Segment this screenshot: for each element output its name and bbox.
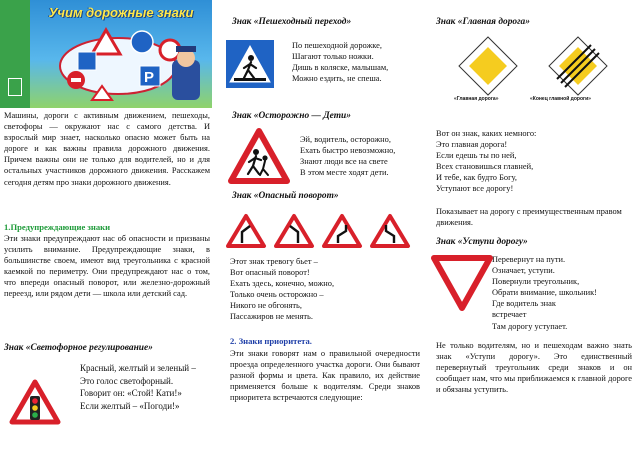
- end-main-road-sign-icon: [548, 36, 608, 96]
- dangerous-turn-title: Знак «Опасный поворот»: [232, 191, 339, 201]
- warning-paragraph: Эти знаки предупреждают нас об опасности и призваны усилить внимание. Предупреждающие знаки, в большинстве своем, имеют вид треугольника с красной каемкой по периметру. Они предупреждают нас о том, что впереди опасный поворот, или железно-дорожный переезд, или рядом дети — школа или детский сад.: [4, 234, 210, 299]
- svg-text:P: P: [144, 69, 155, 86]
- banner-image: [30, 0, 212, 108]
- crosswalk-poem: По пешеходной дорожке, Шагают только ножки. Дишь в коляске, малышам, Можно ездить, не спеша.: [292, 41, 389, 84]
- priority-paragraph: Эти знаки говорят нам о правильной очередности проезда определенного участка дороги. Они бывают разной формы и цвета. Как правило, их действие применяется больше к водителям. Среди знаков приоритета встречаются следующие:: [230, 349, 420, 403]
- dangerous-turn-poem: Этот знак тревогу бьет – Вот опасный поворот! Ехать здесь, конечно, можно, Только очень осторожно – Никого не обгонять, Пассажиров не менять.: [230, 257, 335, 322]
- traffic-light-title: Знак «Светофорное регулирование»: [4, 343, 153, 353]
- pedestrian-crossing-sign-icon: [224, 38, 276, 90]
- main-road-caption: «Главная дорога»: [454, 96, 499, 102]
- main-road-title: Знак «Главная дорога»: [436, 17, 530, 27]
- traffic-light-poem: Красный, желтый и зеленый – Это голос светофорный. Говорит он: «Стой! Кати!» Если желтый – «Погоди!»: [80, 363, 196, 411]
- column-right: [432, 0, 634, 453]
- turn-right-sign-icon: [228, 216, 264, 246]
- main-road-sign-icon: [458, 36, 518, 96]
- give-way-title: Знак «Уступи дорогу»: [436, 237, 528, 247]
- children-title: Знак «Осторожно — Дети»: [232, 111, 351, 121]
- main-road-description: Показывает на дорогу с преимущественным правом движения.: [436, 207, 622, 228]
- banner-signs-illustration: [30, 0, 212, 108]
- end-main-road-caption: «Конец главной дороги»: [530, 96, 591, 102]
- intro-paragraph: Машины, дороги с активным движением, пешеходы, светофоры — окружают нас с самого детства. И взрослый мир знает, насколько опасно может быть на дороге и как важны правила дорожного движения. Причем важны они не только для водителей, но и для остальных участников дорожного движения. Расскажем сегодня детям про знаки дорожного движения.: [4, 111, 210, 187]
- warning-heading: 1.Предупреждающие знаки: [4, 222, 111, 232]
- children-poem: Эй, водитель, осторожно, Ехать быстро невозможно, Знают люди все на свете В этом месте ходят дети.: [300, 135, 396, 178]
- emblem-icon: [8, 78, 22, 96]
- main-road-poem: Вот он знак, каких немного: Это главная дорога! Если едешь ты по ней, Всех становишься главней, И тебе, как будто Богу, Уступают все дорогу!: [436, 129, 537, 194]
- turn-left-sign-icon: [276, 216, 312, 246]
- priority-heading: 2. Знаки приоритета.: [230, 336, 312, 346]
- give-way-poem: Перевернут на пути. Означает, уступи. Повернули треугольник, Обрати внимание, школьник! Где водитель знак встречает Там дорогу уступает.: [492, 255, 597, 331]
- double-turn-left-sign-icon: [372, 216, 408, 246]
- traffic-light-sign-icon: [10, 380, 60, 424]
- dangerous-turn-signs-row: [226, 214, 416, 248]
- side-strip: [0, 0, 30, 108]
- column-left: [0, 0, 212, 453]
- give-way-description: Не только водителям, но и пешеходам важно знать знак «Уступи дорогу». Это единственный перевернутый треугольник среди знаков и он сообщает нам, что мы приближаемся к главной дороге и обязаны уступить.: [436, 341, 632, 395]
- column-middle: [224, 0, 420, 453]
- double-turn-sign-icon: [324, 216, 360, 246]
- children-warning-sign-icon: [228, 128, 290, 184]
- give-way-sign-icon: [432, 256, 492, 310]
- crosswalk-title: Знак «Пешеходный переход»: [232, 17, 352, 27]
- banner-title: Учим дорожные знаки: [48, 5, 194, 20]
